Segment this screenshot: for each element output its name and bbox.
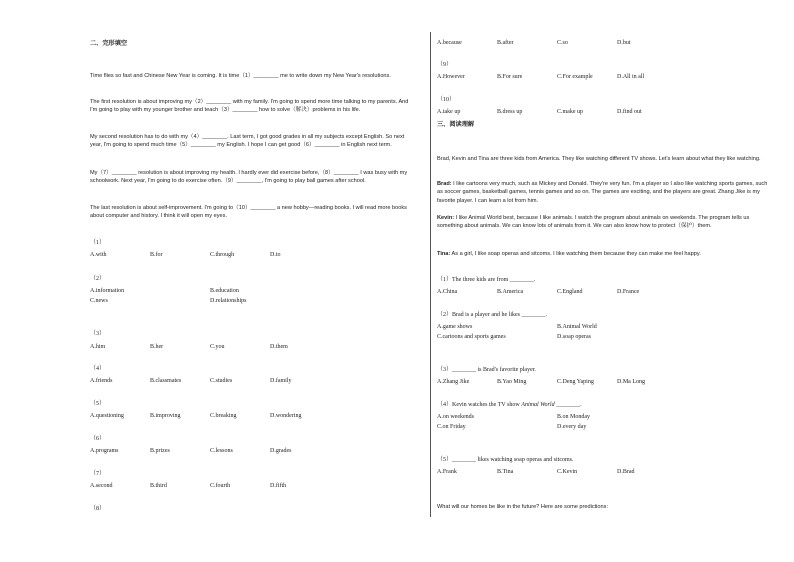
question-stem: （3）________ is Brad's favorite player.	[437, 367, 536, 373]
option-d[interactable]: D.soap operas	[557, 334, 591, 340]
option-c[interactable]: C.on Friday	[437, 424, 466, 430]
option-c[interactable]: C.you	[210, 344, 225, 350]
passage-paragraph: The last resolution is about self-improvement. I'm going to（10）________ a new hobby—reading books. I will read more books about computer and history. I think it will open my eyes.	[90, 205, 407, 220]
option-b[interactable]: B.America	[497, 289, 524, 295]
option-c[interactable]: C.cartoons and sports games	[437, 334, 506, 340]
option-a[interactable]: A.because	[437, 40, 462, 46]
option-d[interactable]: D.family	[270, 378, 292, 384]
question-number: （9）	[437, 62, 453, 68]
option-a[interactable]: A.friends	[90, 378, 113, 384]
option-c[interactable]: C.studies	[210, 378, 233, 384]
column-divider	[430, 32, 431, 517]
option-d[interactable]: D.fifth	[270, 483, 287, 489]
passage-paragraph-kevin	[437, 214, 771, 231]
option-b[interactable]: B.For sure	[497, 74, 523, 80]
option-c[interactable]: C.fourth	[210, 483, 231, 489]
passage-paragraph: Brad, Kevin and Tina are three kids from America. They like watching different TV shows. Let's learn about what they like watching.	[437, 156, 761, 162]
question-stem: （1）The three kids are from ________.	[437, 277, 536, 283]
option-a[interactable]: A.on weekends	[437, 414, 474, 420]
option-d[interactable]: D.wondering	[270, 413, 302, 419]
speaker-name: Tina:	[437, 251, 451, 257]
option-b[interactable]: B.third	[150, 483, 167, 489]
question-number: （1）	[90, 240, 106, 246]
option-a[interactable]: A.Zhang Jike	[437, 379, 470, 385]
question-stem: （5）________ likes watching soap operas and sitcoms.	[437, 457, 574, 463]
option-b[interactable]: B.for	[150, 252, 163, 258]
option-a[interactable]: A.with	[90, 252, 107, 258]
option-c[interactable]: C.news	[90, 298, 108, 304]
passage-paragraph: The first resolution is about improving my（2）________ with my family. I'm going to spend more time talking to my parents. And I'm going to play with my younger brother and teach（3）________ how to solve（解决）problems in his life.	[90, 99, 409, 114]
option-b[interactable]: B.education	[210, 288, 239, 294]
option-b[interactable]: B.Yao Ming	[497, 379, 527, 385]
option-d[interactable]: D.All in all	[617, 74, 645, 80]
question-number: （6）	[90, 436, 106, 442]
passage-paragraph-brad	[437, 180, 771, 205]
option-a[interactable]: A.China	[437, 289, 458, 295]
option-c[interactable]: C.For example	[557, 74, 593, 80]
option-d[interactable]: D.them	[270, 344, 288, 350]
option-a[interactable]: A.take up	[437, 109, 461, 115]
option-a[interactable]: A.Frank	[437, 469, 457, 475]
question-number: （3）	[90, 331, 106, 337]
option-b[interactable]: B.after	[497, 40, 514, 46]
passage-paragraph: My second resolution has to do with my（4）________. Last term, I got good grades in all my subjects except English. So next year, I'm going to spend much time（5）________ my English. I hope I can get good（6）________ in English next term.	[90, 134, 405, 149]
option-d[interactable]: D.but	[617, 40, 631, 46]
option-c[interactable]: C.breaking	[210, 413, 237, 419]
passage-paragraph: My（7）________ resolution is about improving my health. I hardly ever did exercise before,（8）________ I was busy with my schoolwork. Next year, I'm going to do exercise often.（9）________, I'm going to play ball games after school.	[90, 170, 408, 185]
option-c[interactable]: C.England	[557, 289, 583, 295]
speaker-text: As a girl, I like soap operas and sitcoms. I like watching them because they can make me feel happy.	[450, 251, 701, 257]
question-number: （7）	[90, 471, 106, 477]
option-b[interactable]: B.improving	[150, 413, 181, 419]
option-c[interactable]: C.lessons	[210, 448, 233, 454]
question-stem: （2）Brad is a player and he likes ________.	[437, 312, 547, 318]
question-number: （4）	[90, 366, 106, 372]
option-d[interactable]: D.to	[270, 252, 281, 258]
option-b[interactable]: B.on Monday	[557, 414, 590, 420]
option-b[interactable]: B.her	[150, 344, 164, 350]
option-a[interactable]: A.game shows	[437, 324, 473, 330]
option-c[interactable]: C.make up	[557, 109, 583, 115]
option-b[interactable]: B.Tina	[497, 469, 514, 475]
section-title-reading: 三、阅读理解	[437, 121, 475, 128]
option-c[interactable]: C.Kevin	[557, 469, 578, 475]
option-b[interactable]: B.classmates	[150, 378, 182, 384]
option-c[interactable]: C.through	[210, 252, 235, 258]
section-title-cloze: 二、完形填空	[90, 40, 128, 47]
option-d[interactable]: D.Ma Long	[617, 379, 645, 385]
option-d[interactable]: D.grades	[270, 448, 292, 454]
option-b[interactable]: B.prizes	[150, 448, 170, 454]
passage-paragraph-tina	[437, 250, 771, 258]
option-c[interactable]: C.Deng Yaping	[557, 379, 594, 385]
option-d[interactable]: D.relationships	[210, 298, 247, 304]
option-d[interactable]: D.every day	[557, 424, 587, 430]
question-number: （10）	[437, 97, 456, 103]
option-b[interactable]: B.Animal World	[557, 324, 597, 330]
question-number: （8）	[90, 506, 106, 512]
option-a[interactable]: A.second	[90, 483, 113, 489]
option-c[interactable]: C.so	[557, 40, 568, 46]
question-number: （5）	[90, 401, 106, 407]
passage-paragraph: Time flies so fast and Chinese New Year is coming. It is time（1）________ me to write down my New Year's resolutions.	[90, 73, 391, 79]
speaker-name: Brad:	[437, 181, 452, 187]
option-b[interactable]: B.dress up	[497, 109, 523, 115]
question-number: （2）	[90, 276, 106, 282]
option-a[interactable]: A.programs	[90, 448, 119, 454]
next-passage-intro: What will our homes be like in the future? Here are some predictions:	[437, 504, 608, 510]
speaker-text: I like cartoons very much, such as Mickey and Donald. They're very fun. I'm a player so I also like watching sports games, such as soccer games, basketball games, tennis games and so on. The games are exciting, and the players are great. Zhang Jike is my favorite player. I can learn a lot from him.	[437, 181, 768, 204]
option-a[interactable]: A.information	[90, 288, 125, 294]
option-d[interactable]: D.France	[617, 289, 640, 295]
option-a[interactable]: A.questioning	[90, 413, 124, 419]
option-a[interactable]: A.him	[90, 344, 106, 350]
speaker-text: I like Animal World best, because I like animals. I watch the program about animals on weekends. The program tells us something about animals. We can know lots of animals from it. We can also know how to protect（保护）them.	[437, 215, 750, 230]
option-a[interactable]: A.However	[437, 74, 465, 80]
show-title: Animal World	[521, 402, 555, 408]
option-d[interactable]: D.find out	[617, 109, 642, 115]
question-stem: （4）Kevin watches the TV show Animal World ________.	[437, 402, 582, 408]
speaker-name: Kevin:	[437, 215, 455, 221]
option-d[interactable]: D.Brad	[617, 469, 635, 475]
